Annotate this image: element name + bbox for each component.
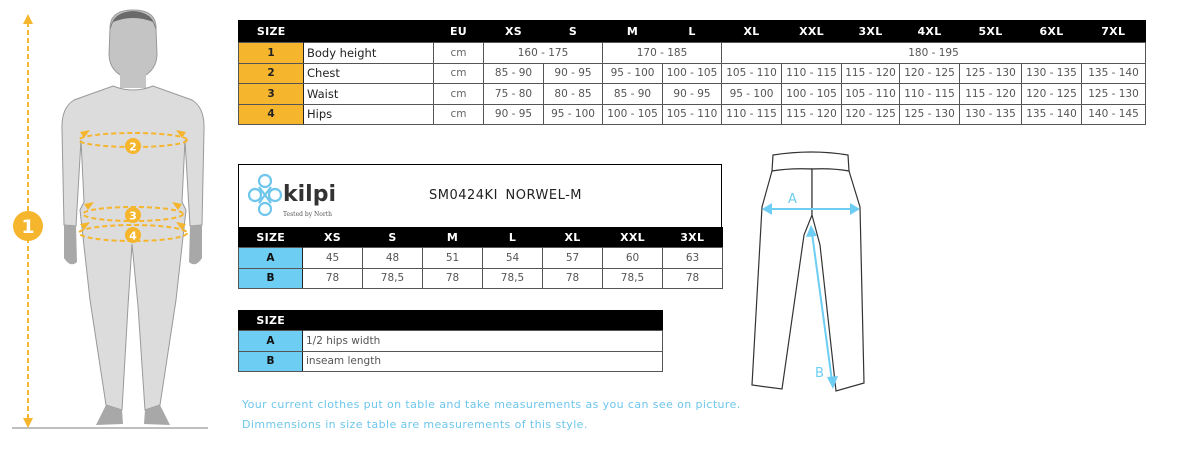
- kilpi-logo: [247, 169, 347, 224]
- row-number: 2: [239, 63, 304, 84]
- cell: 130 - 135: [960, 104, 1022, 125]
- cell: 78,5: [483, 268, 543, 289]
- header-l: L: [663, 21, 722, 43]
- marker-3-icon: [125, 207, 141, 223]
- header-m: M: [603, 21, 663, 43]
- cell: 78,5: [603, 268, 663, 289]
- header-s: S: [363, 228, 423, 248]
- row-unit: cm: [434, 104, 484, 125]
- header-5xl: 5XL: [960, 21, 1022, 43]
- row-label: Body height: [304, 43, 434, 64]
- cell: 95 - 100: [603, 63, 663, 84]
- cell: 95 - 100: [722, 84, 782, 105]
- cell: 63: [663, 248, 723, 269]
- legend-description: inseam length: [303, 351, 663, 372]
- svg-text:4: 4: [129, 229, 137, 243]
- cell: 95 - 100: [544, 104, 603, 125]
- cell: 105 - 110: [722, 63, 782, 84]
- label-b: B: [815, 366, 824, 381]
- table-row-hips: [239, 104, 1146, 125]
- header-m: M: [423, 228, 483, 248]
- table-header-row: [239, 228, 723, 248]
- row-unit: cm: [434, 63, 484, 84]
- cell: 125 - 130: [1082, 84, 1146, 105]
- pants-outline: [752, 152, 864, 391]
- row-number: 1: [239, 43, 304, 64]
- header-6xl: 6XL: [1022, 21, 1082, 43]
- header-s: S: [544, 21, 603, 43]
- header-size: SIZE: [239, 228, 303, 248]
- header-xl: XL: [543, 228, 603, 248]
- body-measurement-figure: [0, 0, 230, 456]
- header-blank: [304, 21, 434, 43]
- header-3xl: 3XL: [842, 21, 900, 43]
- cell: 130 - 135: [1022, 63, 1082, 84]
- header-blank: [303, 311, 663, 331]
- body-size-table: [238, 20, 1146, 125]
- cell: 115 - 120: [782, 104, 842, 125]
- legend-key: A: [239, 331, 303, 352]
- cell: 90 - 95: [544, 63, 603, 84]
- cell: 120 - 125: [900, 63, 960, 84]
- cell: 85 - 90: [484, 63, 544, 84]
- cell: 100 - 105: [663, 63, 722, 84]
- cell: 90 - 95: [484, 104, 544, 125]
- table-row-b: [239, 268, 723, 289]
- row-unit: cm: [434, 84, 484, 105]
- legend-key: B: [239, 351, 303, 372]
- cell-span-m-l: 170 - 185: [603, 43, 722, 64]
- legend-row-a: [239, 331, 663, 352]
- cell: 85 - 90: [603, 84, 663, 105]
- cell: 78: [543, 268, 603, 289]
- row-number: 4: [239, 104, 304, 125]
- header-eu: EU: [434, 21, 484, 43]
- header-xs: XS: [303, 228, 363, 248]
- svg-text:3: 3: [129, 209, 137, 223]
- cell: 125 - 130: [900, 104, 960, 125]
- cell: 125 - 130: [960, 63, 1022, 84]
- product-title: SM0424KI NORWEL-M: [429, 188, 582, 203]
- header-xxl: XXL: [603, 228, 663, 248]
- cell: 115 - 120: [842, 63, 900, 84]
- cell: 110 - 115: [782, 63, 842, 84]
- header-4xl: 4XL: [900, 21, 960, 43]
- brand-tagline: Tested by North: [283, 211, 333, 218]
- marker-1-icon: [13, 211, 43, 241]
- cell: 135 - 140: [1022, 104, 1082, 125]
- cell: 100 - 105: [782, 84, 842, 105]
- knot-icon: [249, 175, 281, 215]
- table-header-row: [239, 21, 1146, 43]
- marker-2-icon: [125, 138, 141, 154]
- instruction-note-2: Dimmensions in size table are measurements of this style.: [242, 418, 588, 431]
- brand-name: kilpi: [283, 182, 337, 207]
- cell: 60: [603, 248, 663, 269]
- cell: 120 - 125: [1022, 84, 1082, 105]
- product-size-table: [238, 227, 723, 289]
- cell: 48: [363, 248, 423, 269]
- cell: 110 - 115: [900, 84, 960, 105]
- cell-span-xl-7xl: 180 - 195: [722, 43, 1146, 64]
- svg-text:1: 1: [21, 216, 35, 238]
- cell: 105 - 110: [842, 84, 900, 105]
- cell: 54: [483, 248, 543, 269]
- cell: 75 - 80: [484, 84, 544, 105]
- header-xxl: XXL: [782, 21, 842, 43]
- header-size: SIZE: [239, 21, 304, 43]
- header-xl: XL: [722, 21, 782, 43]
- cell: 78,5: [363, 268, 423, 289]
- cell: 80 - 85: [544, 84, 603, 105]
- label-a: A: [788, 192, 797, 207]
- cell: 51: [423, 248, 483, 269]
- cell: 78: [423, 268, 483, 289]
- header-l: L: [483, 228, 543, 248]
- cell: 45: [303, 248, 363, 269]
- row-label: Hips: [304, 104, 434, 125]
- svg-text:2: 2: [129, 140, 137, 154]
- cell: 100 - 105: [603, 104, 663, 125]
- legend-description: 1/2 hips width: [303, 331, 663, 352]
- cell: 90 - 95: [663, 84, 722, 105]
- measurement-legend-table: [238, 310, 663, 372]
- cell: 115 - 120: [960, 84, 1022, 105]
- row-unit: cm: [434, 43, 484, 64]
- table-row-chest: [239, 63, 1146, 84]
- header-7xl: 7XL: [1082, 21, 1146, 43]
- cell: 78: [303, 268, 363, 289]
- row-key: A: [239, 248, 303, 269]
- row-label: Chest: [304, 63, 434, 84]
- cell: 140 - 145: [1082, 104, 1146, 125]
- row-number: 3: [239, 84, 304, 105]
- table-row-a: [239, 248, 723, 269]
- header-size: SIZE: [239, 311, 303, 331]
- cell: 120 - 125: [842, 104, 900, 125]
- cell: 105 - 110: [663, 104, 722, 125]
- table-header-row: [239, 311, 663, 331]
- instruction-note-1: Your current clothes put on table and take measurements as you can see on picture.: [242, 398, 741, 411]
- cell: 57: [543, 248, 603, 269]
- product-header: [238, 164, 722, 227]
- cell-span-xs-s: 160 - 175: [484, 43, 603, 64]
- cell: 78: [663, 268, 723, 289]
- table-row-waist: [239, 84, 1146, 105]
- cell: 135 - 140: [1082, 63, 1146, 84]
- row-label: Waist: [304, 84, 434, 105]
- pants-diagram: [740, 145, 880, 405]
- table-row-body-height: [239, 43, 1146, 64]
- header-xs: XS: [484, 21, 544, 43]
- cell: 110 - 115: [722, 104, 782, 125]
- marker-4-icon: [125, 227, 141, 243]
- row-key: B: [239, 268, 303, 289]
- legend-row-b: [239, 351, 663, 372]
- header-3xl: 3XL: [663, 228, 723, 248]
